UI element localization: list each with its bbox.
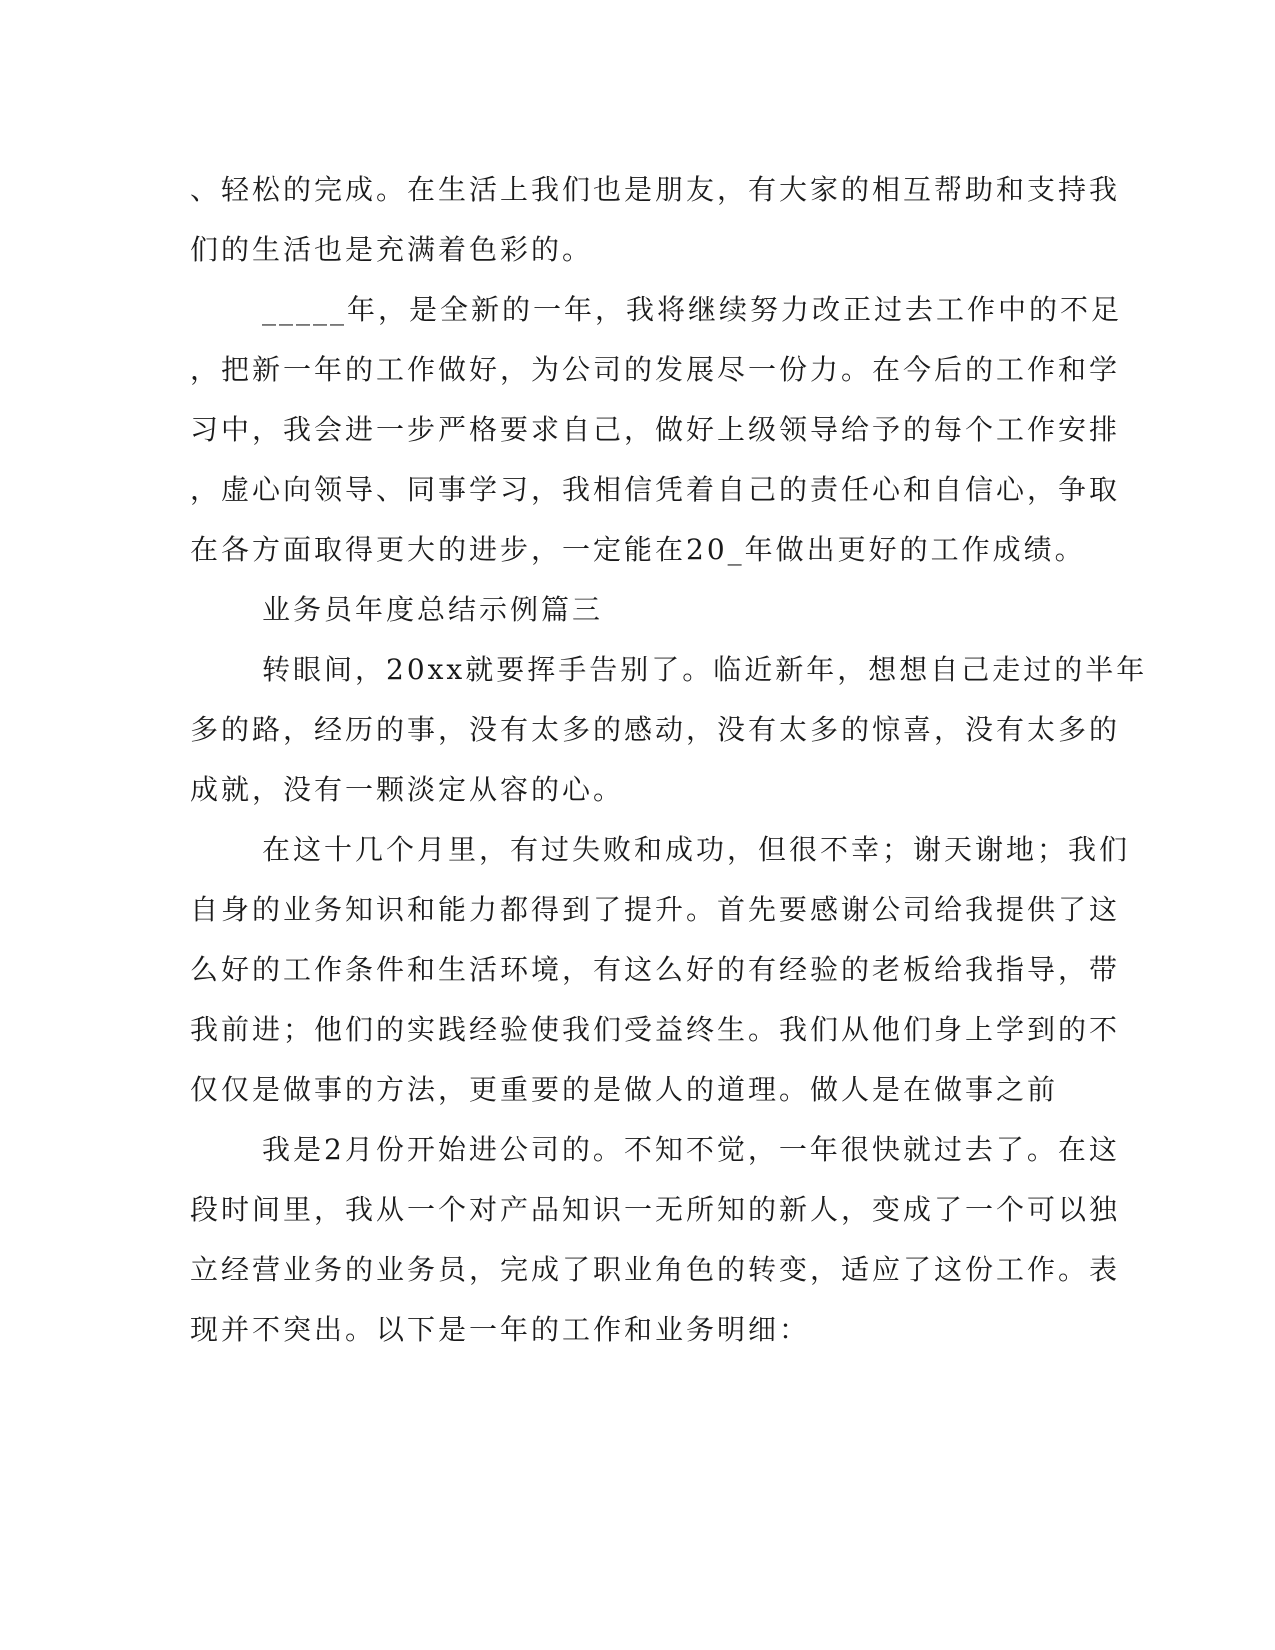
text-line: 转眼间，20xx就要挥手告别了。临近新年，想想自己走过的半年 — [262, 653, 1148, 686]
text-line: 习中，我会进一步严格要求自己，做好上级领导给予的每个工作安排 — [190, 413, 1121, 446]
text-line: 在各方面取得更大的进步，一定能在20_年做出更好的工作成绩。 — [190, 533, 1086, 566]
text-line: 、轻松的完成。在生活上我们也是朋友，有大家的相互帮助和支持我 — [190, 173, 1121, 206]
text-line: 我前进；他们的实践经验使我们受益终生。我们从他们身上学到的不 — [190, 1013, 1121, 1046]
text-line: 现并不突出。以下是一年的工作和业务明细： — [190, 1313, 811, 1346]
text-line: 我是2月份开始进公司的。不知不觉，一年很快就过去了。在这 — [262, 1133, 1120, 1166]
text-line: 么好的工作条件和生活环境，有这么好的有经验的老板给我指导，带 — [190, 953, 1121, 986]
text-line: ，把新一年的工作做好，为公司的发展尽一份力。在今后的工作和学 — [190, 353, 1121, 386]
document-body — [190, 160, 1148, 1360]
text-line: 仅仅是做事的方法，更重要的是做人的道理。做人是在做事之前 — [190, 1073, 1059, 1106]
text-line: ，虚心向领导、同事学习，我相信凭着自己的责任心和自信心，争取 — [190, 473, 1121, 506]
text-line: 在这十几个月里，有过失败和成功，但很不幸；谢天谢地；我们 — [262, 833, 1131, 866]
text-line: 段时间里，我从一个对产品知识一无所知的新人，变成了一个可以独 — [190, 1193, 1121, 1226]
text-line: 多的路，经历的事，没有太多的感动，没有太多的惊喜，没有太多的 — [190, 713, 1121, 746]
text-line: 立经营业务的业务员，完成了职业角色的转变，适应了这份工作。表 — [190, 1253, 1121, 1286]
text-line: 业务员年度总结示例篇三 — [262, 593, 604, 626]
text-line: 自身的业务知识和能力都得到了提升。首先要感谢公司给我提供了这 — [190, 893, 1121, 926]
text-line: 们的生活也是充满着色彩的。 — [190, 233, 594, 266]
text-line: _____年，是全新的一年，我将继续努力改正过去工作中的不足 — [262, 293, 1123, 326]
text-line: 成就，没有一颗淡定从容的心。 — [190, 773, 625, 806]
